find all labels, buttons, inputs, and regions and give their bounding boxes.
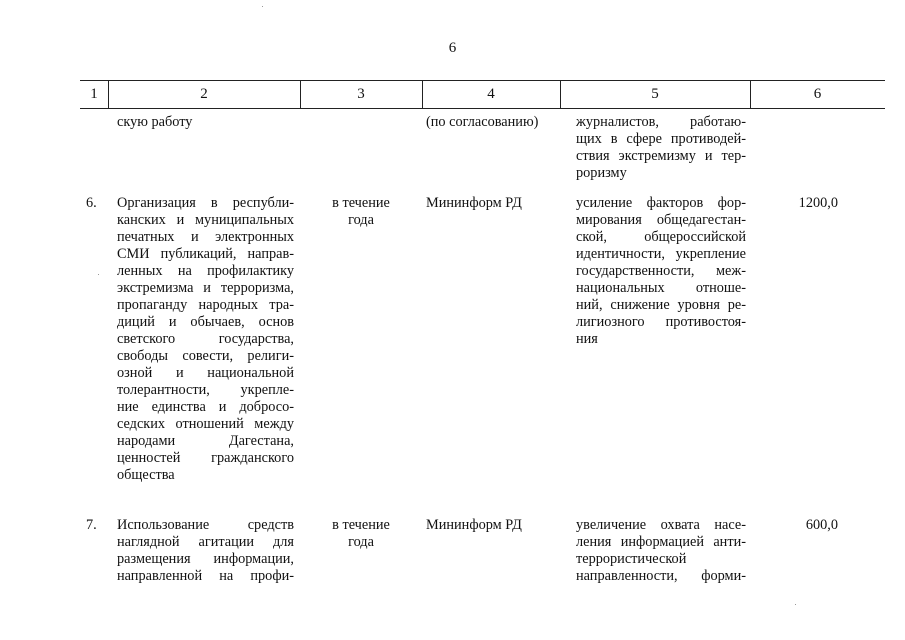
text-line: пропаганду народных тра- (117, 297, 294, 313)
row-amount: 1200,0 (798, 195, 838, 211)
text-line: журналистов, работаю- (576, 114, 746, 130)
text-line: ние единства и добросо- (117, 399, 294, 415)
continuation-executor: (по согласованию) (426, 114, 539, 130)
text-line: свободы совести, религи- (117, 348, 294, 364)
text-line: озной и национальной (117, 365, 294, 381)
row-result (576, 517, 746, 585)
text-line: года (348, 212, 374, 228)
text-line: ленных на профилактику (117, 263, 294, 279)
text-line: наглядной агитации для (117, 534, 294, 550)
text-line: года (348, 534, 374, 550)
text-line: идентичности, укрепление (576, 246, 746, 262)
row-description (117, 195, 294, 484)
text-line: государственности, меж- (576, 263, 746, 279)
text-line: народами Дагестана, (117, 433, 294, 449)
text-line: направленной на профи- (117, 568, 294, 584)
text-line: СМИ публикаций, направ- (117, 246, 294, 262)
header-col-4: 4 (487, 86, 495, 102)
header-col-2: 2 (200, 86, 208, 102)
text-line: диций и обычаев, основ (117, 314, 294, 330)
text-line: Использование средств (117, 517, 294, 533)
row-term (316, 517, 406, 551)
header-col-3: 3 (357, 86, 365, 102)
header-col-6: 6 (813, 86, 822, 102)
row-term (316, 195, 406, 229)
text-line: национальных отноше- (576, 280, 746, 296)
text-line: ценностей гражданского (117, 450, 294, 466)
row-number: 7. (86, 517, 97, 533)
continuation-description: скую работу (117, 114, 193, 130)
text-line: ской, общероссийской (576, 229, 746, 245)
text-line: светского государства, (117, 331, 294, 347)
text-line: террористической (576, 551, 687, 567)
text-line: лигиозного противостоя- (576, 314, 746, 330)
text-line: толерантности, укрепле- (117, 382, 294, 398)
header-col-5: 5 (651, 86, 659, 102)
text-line: печатных и электронных (117, 229, 294, 245)
row-result (576, 195, 746, 348)
header-bottom-rule (80, 108, 885, 109)
text-line: в течение (332, 517, 390, 533)
row-amount: 600,0 (805, 517, 838, 533)
continuation-result (576, 114, 746, 182)
row-executor: Mининформ РД (426, 517, 522, 533)
text-line: ствия экстремизму и тер- (576, 148, 746, 164)
page-number: 6 (448, 40, 457, 56)
text-line: ния (576, 331, 598, 347)
row-number: 6. (86, 195, 97, 211)
scan-speck (98, 274, 99, 275)
text-line: щих в сфере противодей- (576, 131, 746, 147)
text-line: роризму (576, 165, 627, 181)
text-line: ний, снижение уровня ре- (576, 297, 746, 313)
text-line: направленности, форми- (576, 568, 746, 584)
header-col-1: 1 (90, 86, 98, 102)
text-line: ления информацией анти- (576, 534, 746, 550)
header-top-rule (80, 80, 885, 81)
text-line: общества (117, 467, 175, 483)
scan-speck (262, 6, 263, 7)
text-line: мирования общедагестан- (576, 212, 746, 228)
text-line: седских отношений между (117, 416, 294, 432)
text-line: размещения информации, (117, 551, 294, 567)
row-description (117, 517, 294, 585)
text-line: увеличение охвата насе- (576, 517, 746, 533)
row-executor: Mининформ РД (426, 195, 522, 211)
text-line: в течение (332, 195, 390, 211)
text-line: Организация в республи- (117, 195, 294, 211)
text-line: усиление факторов фор- (576, 195, 746, 211)
text-line: канских и муниципальных (117, 212, 294, 228)
scan-speck (795, 604, 796, 605)
text-line: экстремизма и терроризма, (117, 280, 294, 296)
